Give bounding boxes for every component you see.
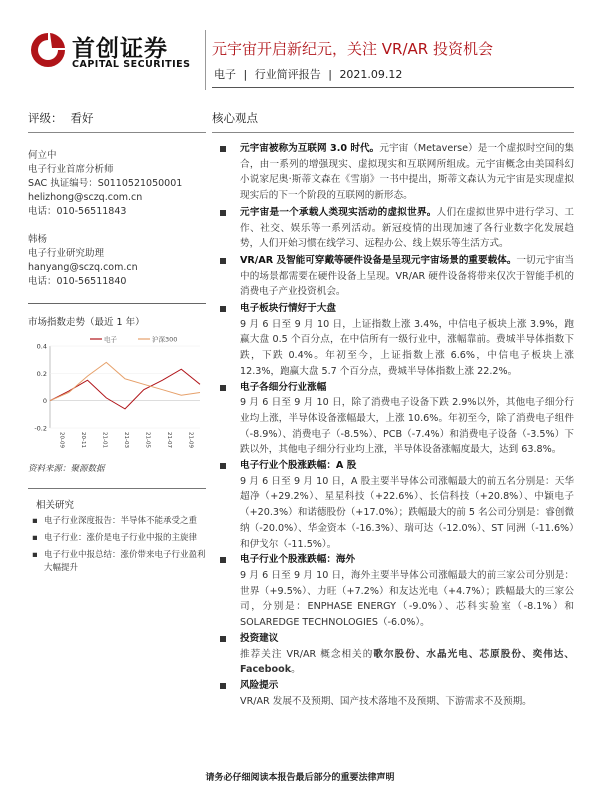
- square-bullet-icon: [220, 146, 226, 152]
- x-tick-label: 20-11: [80, 432, 87, 448]
- y-tick-label: 0: [42, 397, 47, 406]
- related-item-text: 电子行业深度报告：半导体不能承受之重: [44, 516, 198, 526]
- point-text: 9 月 6 日至 9 月 10 日，上证指数上涨 3.4%，中信电子板块上涨 3.9%，跑赢大盘 0.5 个百分点，在中信所有一级行业中，涨幅靠前。费城半导体指数下跌，下跌 0.4%。年初至今，上证指数上涨 6.6%，中信电子板块上涨 12.3%，跑赢大盘 5.7 个百分点，费城半导体指数上涨 22.2%。: [240, 318, 574, 377]
- point-investment: [212, 631, 574, 647]
- point-a-shares: [212, 458, 574, 474]
- square-bullet-icon: [220, 258, 226, 264]
- meta-separator: |: [328, 68, 332, 81]
- square-bullet-icon: [220, 636, 226, 642]
- logo-chinese-text: 首创证券: [72, 36, 168, 62]
- industry-label: 电子: [214, 68, 236, 81]
- point-text: 9 月 6 日至 9 月 10 日，除了消费电子设备下跌 2.9%以外，其他电子细分行业均上涨，半导体设备涨幅最大，上涨 10.6%。年初至今，除了消费电子组件（-8.9%）、消费电子（-8.5%）、PCB（-7.4%）和消费电子设备（-3.5%）下跌以外，其他电子细分行业均上涨，半导体设备涨幅度最大，达到 63.8%。: [240, 397, 574, 456]
- recommend-lead: 推荐关注 VR/AR 概念相关的: [240, 648, 374, 660]
- square-bullet-icon: [220, 210, 226, 216]
- index-chart-svg: [28, 332, 206, 452]
- recommend-end: 。: [291, 664, 301, 676]
- point-text: 人们在虚拟世界中进行学习、工作、社交、娱乐等一系列活动。新冠疫情的出现加速了各行业数字化发展趋势，人们开始习惯在线学习、远程办公、线上娱乐等生活方式。: [240, 206, 574, 250]
- point-virtual-world: [212, 205, 574, 252]
- point-heading: 元宇宙是一个承载人类现实活动的虚拟世界。: [240, 206, 437, 218]
- point-hardware: [212, 253, 574, 300]
- point-heading: 投资建议: [240, 632, 279, 644]
- point-text: 9 月 6 日至 9 月 10 日，海外主要半导体公司涨幅最大的前三家公司分别是：世界（+9.5%）、力旺（+7.2%）和友达光电（+4.7%）；跌幅最大的三家公司，分别是：ENPHASE ENERGY（-9.0%）、芯科实验室（-8.1%）和 SOLAREDGE TECHNOLOGIES（-6.0%）。: [240, 569, 574, 629]
- chart-divider: [28, 303, 206, 304]
- left-column: [28, 110, 206, 575]
- x-tick-label: 21-07: [165, 432, 172, 448]
- rating: [28, 110, 206, 128]
- point-heading: 电子板块行情好于大盘: [240, 303, 336, 315]
- point-text: [212, 647, 574, 678]
- bullet-icon: ▪: [32, 533, 38, 543]
- analyst-role: 电子行业研究助理: [28, 248, 105, 259]
- company-logo: [28, 30, 198, 78]
- square-bullet-icon: [220, 306, 226, 312]
- x-tick-label: 21-03: [123, 432, 129, 448]
- analyst-phone: 电话：010-56511840: [28, 276, 127, 287]
- chart-title: 市场指数走势（最近 1 年）: [28, 317, 145, 328]
- point-heading: VR/AR 及智能可穿戴等硬件设备是呈现元宇宙场景的重要载体。: [240, 254, 517, 266]
- section-divider: [212, 132, 574, 133]
- square-bullet-icon: [220, 385, 226, 391]
- rating-label: 评级：: [28, 111, 63, 125]
- square-bullet-icon: [220, 463, 226, 469]
- legend-label: 电子: [104, 335, 117, 344]
- analyst-sac: SAC 执证编号：S0110521050001: [28, 178, 183, 189]
- rating-divider: [28, 132, 206, 133]
- report-date: 2021.09.12: [339, 68, 403, 81]
- x-tick-label: 21-09: [187, 432, 194, 448]
- point-heading: 电子行业个股涨跌幅：A 股: [240, 460, 357, 472]
- index-chart: [28, 332, 206, 452]
- analyst-name: 韩杨: [28, 234, 48, 245]
- point-risk: [212, 678, 574, 694]
- square-bullet-icon: [220, 557, 226, 563]
- related-item-text: 电子行业中报总结：涨价带来电子行业盈利大幅提升: [44, 550, 206, 573]
- point-heading: 元宇宙被称为互联网 3.0 时代。: [240, 143, 380, 154]
- square-bullet-icon: [220, 683, 226, 689]
- analyst-email[interactable]: hanyang@sczq.com.cn: [28, 262, 138, 273]
- point-heading: 风险提示: [240, 679, 279, 691]
- analyst-phone: 电话：010-56511843: [28, 206, 127, 217]
- report-meta: [212, 66, 404, 82]
- analyst-role: 电子行业首席分析师: [28, 164, 114, 175]
- y-tick-label: 0.4: [36, 342, 47, 351]
- point-text: 一切元宇宙当中的场景都需要在硬件设备上呈现。VR/AR 硬件设备将带来仅次于智能手机的消费电子产业投资机会。: [240, 254, 575, 298]
- point-text: VR/AR 发展不及预期、国产技术落地不及预期、下游需求不及预期。: [240, 695, 532, 707]
- section-title: 核心观点: [212, 111, 258, 125]
- legal-footer: 请务必仔细阅读本报告最后部分的重要法律声明: [205, 773, 395, 783]
- bullet-icon: ▪: [32, 516, 38, 526]
- report-type: 行业简评报告: [254, 68, 321, 81]
- logo-english-text: CAPITAL SECURITIES: [72, 59, 191, 70]
- point-subsector: [212, 380, 574, 396]
- related-item[interactable]: [32, 532, 206, 545]
- right-column: [212, 110, 574, 709]
- point-text: 9 月 6 日至 9 月 10 日，A 股主要半导体公司涨幅最大的前五名分别是：天华超净（+29.2%）、星星科技（+22.6%）、长信科技（+20.8%）、中颖电子（+20.3%）和诺德股份（+17.0%）；跌幅最大的前 5 名公司分别是：睿创微纳（-20.0%）、华金资本（-16.3%）、瑞可达（-12.0%）、ST 同洲（-11.6%）和伊戈尔（-11.5%）。: [240, 475, 574, 550]
- related-title: 相关研究: [36, 500, 75, 511]
- chart-source: 资料来源：聚源数据: [28, 464, 105, 474]
- rating-value: 看好: [70, 111, 94, 125]
- related-item[interactable]: [32, 515, 206, 528]
- point-sector-performance: [212, 301, 574, 317]
- header-rule: [212, 87, 574, 88]
- y-tick-label: -0.2: [34, 424, 47, 433]
- analyst-email[interactable]: helizhong@sczq.com.cn: [28, 192, 143, 203]
- recommend-stocks: 歌尔股份、水晶光电、芯原股份、奕伟达、Facebook: [240, 648, 574, 676]
- analyst-name: 何立中: [28, 150, 57, 161]
- related-item[interactable]: [32, 549, 206, 575]
- report-header: [0, 0, 600, 92]
- bullet-icon: ▪: [32, 550, 38, 560]
- series-line-沪深300: [50, 362, 200, 400]
- legend-label: 沪深300: [152, 335, 178, 344]
- x-tick-label: 20-09: [58, 432, 65, 448]
- analyst-1: [28, 149, 206, 219]
- point-metaverse-definition: [212, 141, 574, 204]
- x-tick-label: 21-01: [101, 432, 108, 448]
- point-text: 元宇宙（Metaverse）是一个虚拟时空间的集合，由一系列的增强现实、虚拟现实和互联网所组成。元宇宙概念由美国科幻小说家尼奥·斯蒂文森在《雪崩》一书中提出，斯蒂文森认为元宇宙是实现虚拟现实后的下一个阶段的互联网的新形态。: [240, 143, 574, 202]
- header-divider: [205, 30, 206, 90]
- point-overseas: [212, 552, 574, 568]
- point-heading: 电子各细分行业涨幅: [240, 381, 327, 393]
- report-title: 元宇宙开启新纪元，关注 VR/AR 投资机会: [212, 40, 493, 58]
- point-heading: 电子行业个股涨跌幅：海外: [240, 554, 356, 566]
- analyst-2: [28, 233, 206, 289]
- y-tick-label: 0.2: [36, 369, 47, 378]
- related-item-text: 电子行业：涨价是电子行业中报的主旋律: [44, 533, 198, 543]
- x-tick-label: 21-05: [144, 432, 151, 448]
- meta-separator: |: [243, 68, 248, 81]
- logo-mark-icon: [28, 30, 68, 70]
- related-research: [28, 488, 206, 575]
